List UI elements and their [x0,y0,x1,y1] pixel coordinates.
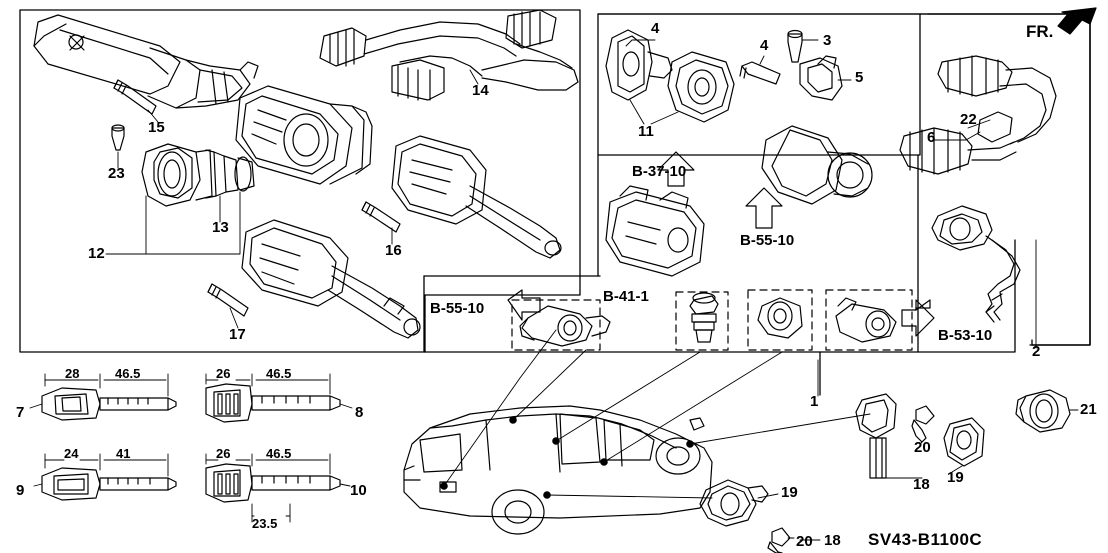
part-number-12: 12 [88,245,105,262]
key-dimension-41: 41 [116,446,131,461]
part-number-4-left: 4 [651,20,660,37]
part-number-3: 3 [823,32,832,49]
part-number-14: 14 [472,82,489,99]
part-number-2: 2 [1032,343,1041,360]
reference-b-55-10-lower: B-55-10 [430,300,485,317]
key-dimension-24: 24 [64,446,79,461]
part-number-22: 22 [960,111,977,128]
key-dimension-28: 28 [65,366,80,381]
key-dimension-46-5-b: 46.5 [266,366,292,381]
part-number-20-right: 20 [914,439,931,456]
reference-b-55-10-upper: B-55-10 [740,232,795,249]
front-direction-marker: FR. [1026,22,1054,41]
part-number-1: 1 [810,393,819,410]
diagram-code: SV43-B1100C [868,530,983,549]
key-dimension-23-5: 23.5 [252,516,278,531]
key-dimension-26-b: 26 [216,446,231,461]
part-number-10: 10 [350,482,367,499]
part-number-11: 11 [638,123,654,140]
key-dimension-46-5-a: 46.5 [115,366,141,381]
key-dimension-46-5-c: 46.5 [266,446,292,461]
part-number-8: 8 [355,404,364,421]
part-number-5: 5 [855,69,864,86]
part-number-6: 6 [927,129,936,146]
part-number-18-right: 18 [913,476,930,493]
reference-b-53-10: B-53-10 [938,327,993,344]
reference-b-41-1: B-41-1 [603,288,649,305]
part-number-19-bottom: 19 [781,484,798,501]
part-number-15: 15 [148,119,165,136]
reference-b-37-10: B-37-10 [632,163,687,180]
part-number-18-bottom: 18 [824,532,841,549]
part-number-19-right: 19 [947,469,964,486]
part-number-23: 23 [108,165,125,182]
part-number-21: 21 [1080,401,1097,418]
part-number-17: 17 [229,326,246,343]
part-number-13: 13 [212,219,229,236]
part-number-7: 7 [16,404,25,421]
part-number-16: 16 [385,242,402,259]
part-number-9: 9 [16,482,25,499]
part-number-4-right: 4 [760,37,769,54]
key-dimension-26-a: 26 [216,366,231,381]
part-number-20-bottom: 20 [796,533,813,550]
